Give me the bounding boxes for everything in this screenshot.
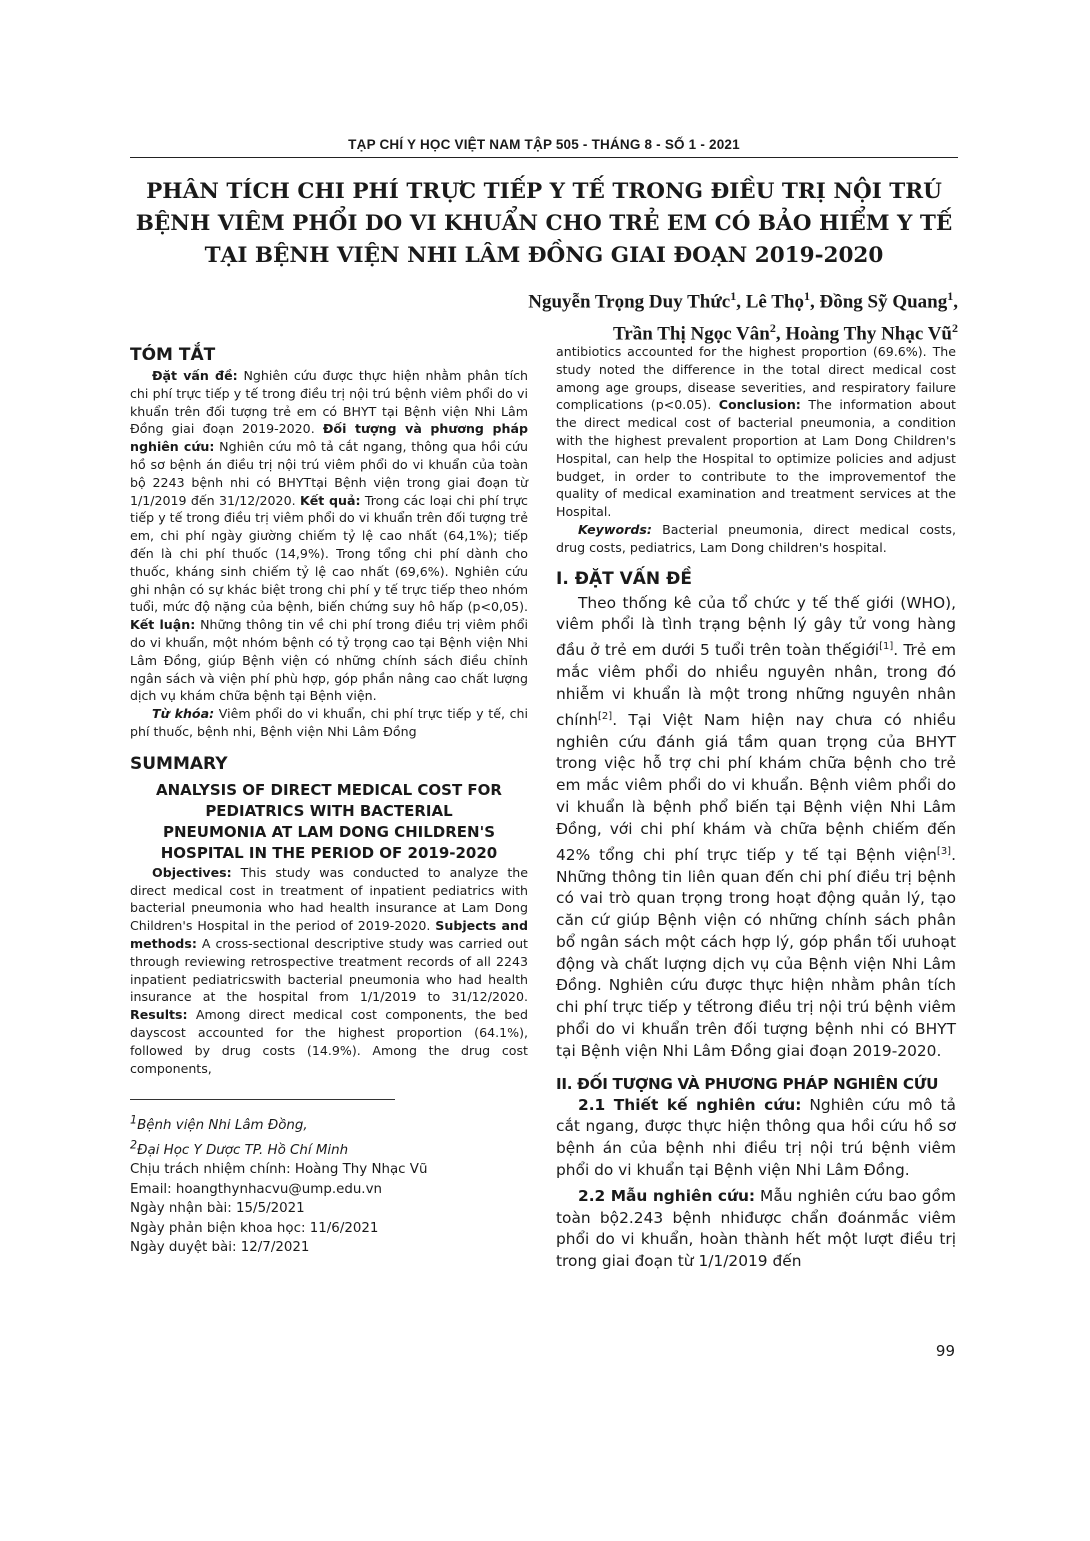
summary-text: antibiotics accounted for the highest proportion (69.6%). The study noted the difference in the total direct medical cost among age groups, disease severities, and respiratory failure complications (p<0.05).: [556, 344, 956, 413]
english-title-line: ANALYSIS OF DIRECT MEDICAL COST FOR: [156, 780, 502, 799]
received-date: Ngày nhận bài: 15/5/2021: [130, 1201, 305, 1217]
affiliation-text: Bệnh viện Nhi Lâm Đồng,: [137, 1117, 308, 1133]
author-name: Đồng Sỹ Quang: [819, 291, 948, 313]
title-line-1: PHÂN TÍCH CHI PHÍ TRỰC TIẾP Y TẾ TRONG ĐIỀU TRỊ NỘI TRÚ: [146, 179, 942, 204]
abstract-label: Kết luận:: [130, 617, 196, 633]
abstract-text: Trong các loại chi phí trực tiếp y tế trong điều trị viêm phổi do vi khuẩn trên đối tượng trẻ em, chi phí ngày giường chiếm tỷ lệ cao nhất (64,1%); tiếp đến là chi phí thuốc (14,9%). Trong tổng chi phí dành cho thuốc, kháng sinh chiếm tỷ lệ cao nhất (69,6%). Nghiên cứu ghi nhận có sự khác biệt trong chi phí y tế trực tiếp theo nhóm tuổi, mức độ nặng của bệnh, biến chứng suy hô hấp (p<0,05).: [130, 492, 528, 615]
methods-heading: II. ĐỐI TƯỢNG VÀ PHƯƠNG PHÁP NGHIÊN CỨU: [556, 1074, 939, 1093]
left-column: [130, 345, 528, 1258]
affiliation-sup: 1: [947, 289, 954, 303]
author-name: Nguyễn Trọng Duy Thức: [528, 291, 731, 313]
methods-label: 2.2 Mẫu nghiên cứu:: [578, 1186, 756, 1205]
title-line-2: BỆNH VIÊM PHỔI DO VI KHUẨN CHO TRẺ EM CÓ BẢO HIỂM Y TẾ: [135, 211, 953, 236]
abstract-label: Kết quả:: [299, 492, 361, 508]
english-title-line: HOSPITAL IN THE PERIOD OF 2019-2020: [160, 843, 498, 862]
intro-text: . Trẻ em mắc viêm phổi do nhiều nguyên nhân, trong đó nhiễm vi khuẩn là một trong những nguyên nhân chính: [556, 641, 957, 729]
corresponding-author: Chịu trách nhiệm chính: Hoàng Thy Nhạc Vũ: [130, 1162, 428, 1178]
title-line-3: TẠI BỆNH VIỆN NHI LÂM ĐỒNG GIAI ĐOẠN 2019-2020: [204, 243, 884, 268]
summary-body: [130, 864, 528, 1078]
citation-ref: [3]: [936, 845, 952, 857]
abstract-label: Đối tượng và phương pháp nghiên cứu:: [130, 421, 528, 455]
affiliation-sup: 1: [803, 289, 810, 303]
affiliation-sup: 2: [769, 321, 776, 336]
keywords-vi: [130, 705, 528, 741]
running-header: TẠP CHÍ Y HỌC VIỆT NAM TẬP 505 - THÁNG 8 - SỐ 1 - 2021: [348, 137, 740, 152]
author-line-1: Nguyễn Trọng Duy Thức$^1$, Lê Thọ$^1$, Đồng Sỹ Quang$^1$,: [528, 289, 958, 313]
author-name: Lê Thọ: [745, 291, 804, 313]
keywords-label: Keywords:: [578, 521, 652, 537]
abstract-vi-body: [130, 367, 528, 705]
citation-ref: [2]: [598, 710, 613, 722]
abstract-text: Nghiên cứu mô tả cắt ngang, thông qua hồi cứu hồ sơ bệnh án điều trị nội trú viêm phổi do vi khuẩn của toàn bộ 2243 bệnh nhi có BHYTtại Bệnh viện trong giai đoạn từ 1/1/2019 đến 31/12/2020.: [130, 439, 528, 508]
footnote-rule: [130, 1099, 395, 1100]
english-title-line: PNEUMONIA AT LAM DONG CHILDREN'S: [162, 822, 496, 841]
page-number: 99: [935, 1342, 955, 1360]
english-title: [130, 780, 528, 864]
intro-text: Theo thống kê của tổ chức y tế thế giới (WHO), viêm phổi là tình trạng bệnh lý gây tử vong hàng đầu ở trẻ em dưới 5 tuổi trên toàn thếgiới: [556, 593, 956, 660]
affiliation-sup: 1: [730, 289, 737, 303]
header-rule: [130, 157, 958, 158]
summary-text: This study was conducted to analyze the direct medical cost in treatment of inpatient pediatrics with bacterial pneumonia who had health insurance at Lam Dong Children's Hospital in the period of 2019-2020.: [130, 864, 528, 934]
author-line-2: Trần Thị Ngọc Vân$^2$, Hoàng Thy Nhạc $Vũ^2$: [613, 321, 958, 345]
methods-sample: [556, 1186, 956, 1273]
english-title-line: PEDIATRICS WITH BACTERIAL: [205, 801, 453, 820]
affiliation-sup: 1: [130, 1113, 138, 1127]
intro-text: . Tại Việt Nam hiện nay chưa có nhiều nghiên cứu đánh giá tầm quan trọng của BHYT trong việc hỗ trợ chi phí khám chữa bệnh cho trẻ em mắc viêm phổi do vi khuẩn. Bệnh viêm phổi do vi khuẩn là bệnh phổ biến tại Bệnh viện Nhi Lâm Đồng, với chi phí khám và chữa bệnh chiếm đến 42% tổng chi phí trực tiếp y tế tại Bệnh viện: [556, 710, 956, 864]
intro-text: . Những thông tin liên quan đến chi phí điều trị bệnh có vai trò quan trọng trong hoạt động quản lý, tạo căn cứ giúp Bệnh viện có những chính sách phân bổ ngân sách một cách hợp lý, góp phần tối ưuhoạt động và chất lượng dịch vụ của Bệnh viện Nhi Lâm Đồng. Nghiên cứu được thực hiện nhằm phân tích chi phí trực tiếp y tếtrong điều trị nội trú bệnh viêm phổi do vi khuẩn trên đối tượng bệnh nhi có BHYT tại Bệnh viện Nhi Lâm Đồng giai đoạn 2019-2020.: [556, 845, 956, 1060]
methods-label: 2.1 Thiết kế nghiên cứu:: [578, 1095, 802, 1114]
abstract-heading: TÓM TẮT: [130, 345, 216, 365]
methods-design: [556, 1095, 956, 1182]
email-line: Email: hoangthynhacvu@ump.edu.vn: [130, 1181, 382, 1197]
summary-text: A cross-sectional descriptive study was carried out through reviewing retrospective treatment records of all 2243 inpatient pediatricswith bacterial pneumonia who had health insurance at the hospital from 1/1/2019 to 31/12/2020.: [130, 935, 528, 1005]
summary-label: Subjects and methods:: [130, 918, 528, 951]
citation-ref: [1]: [879, 641, 894, 653]
methods-text: Nghiên cứu mô tả cắt ngang, được thực hiện thông qua hồi cứu hồ sơ bệnh án của bệnh nhi điều trị nội trú bệnh viêm phổi do vi khuẩn tại Bệnh viện Nhi Lâm Đồng.: [556, 1095, 956, 1180]
keywords-label: Từ khóa:: [152, 706, 215, 722]
summary-body-continued: [556, 343, 956, 521]
abstract-text: Nghiên cứu được thực hiện nhằm phân tích chi phí trực tiếp y tế trong điều trị nội trú bệnh viêm phổi do vi khuẩn trên đối tượng trẻ em có BHYT tại Bệnh viện Nhi Lâm Đồng giai đoạn 2019-2020.: [130, 368, 528, 437]
keywords-text: Bacterial pneumonia, direct medical costs, drug costs, pediatrics, Lam Dong children's hospital.: [556, 521, 956, 555]
footnote-affiliation-1: [130, 1110, 528, 1135]
author-list: [528, 283, 958, 348]
affiliation-text: Đại Học Y Dược TP. Hồ Chí Minh: [137, 1142, 349, 1158]
summary-label: Objectives:: [152, 864, 232, 880]
methods-text: Mẫu nghiên cứu bao gồm toàn bộ2.243 bệnh nhiđược chẩn đoánmắc viêm phổi do vi khuẩn, hoàn thành hết một lượt điều trị trong giai đoạn từ 1/1/2019 đến: [556, 1186, 956, 1271]
author-name: Trần Thị Ngọc Vân: [613, 323, 770, 345]
right-column: [556, 343, 956, 1273]
summary-label: Results:: [130, 1007, 188, 1023]
intro-paragraph: [556, 593, 956, 1063]
keywords-text: Viêm phổi do vi khuẩn, chi phí trực tiếp y tế, chi phí thuốc, bệnh nhi, Bệnh viện Nhi Lâm Đồng: [130, 706, 528, 739]
summary-label: Conclusion:: [718, 397, 801, 413]
author-name: Hoàng Thy Nhạc Vũ: [785, 323, 952, 345]
article-title: [130, 176, 958, 272]
affiliation-sup: 2: [952, 321, 958, 336]
intro-heading: I. ĐẶT VẤN ĐỀ: [556, 568, 692, 589]
summary-text: Among direct medical cost components, the bed dayscost accounted for the highest proportion (64.1%), followed by drug costs (14.9%). Among the drug cost components,: [130, 1007, 528, 1076]
keywords-en: [556, 521, 956, 557]
abstract-text: Những thông tin về chi phí trong điều trị viêm phổi do vi khuẩn, một nhóm bệnh có tỷ trọng cao tại Bệnh viện Nhi Lâm Đồng, giúp Bệnh viện có những chính sách điều chỉnh ngân sách và viện phí phù hợp, góp phần nâng cao chất lượng dịch vụ khám chữa bệnh tại Bệnh viện.: [130, 617, 528, 704]
summary-text: The information about the direct medical cost of bacterial pneumonia, a condition with the highest prevalent proportion at Lam Dong Children's Hospital, can help the Hospital to optimize policies and adjust budget, in order to contribute to the improvementof the quality of medical examination and treatment services at the Hospital.: [556, 397, 956, 520]
affiliation-sup: 2: [130, 1138, 138, 1152]
abstract-label: Đặt vấn đề:: [152, 368, 238, 383]
reviewed-date: Ngày phản biện khoa học: 11/6/2021: [130, 1220, 379, 1236]
accepted-date: Ngày duyệt bài: 12/7/2021: [130, 1240, 310, 1256]
summary-heading: SUMMARY: [130, 753, 228, 774]
footnote-affiliation-2: [130, 1135, 528, 1160]
